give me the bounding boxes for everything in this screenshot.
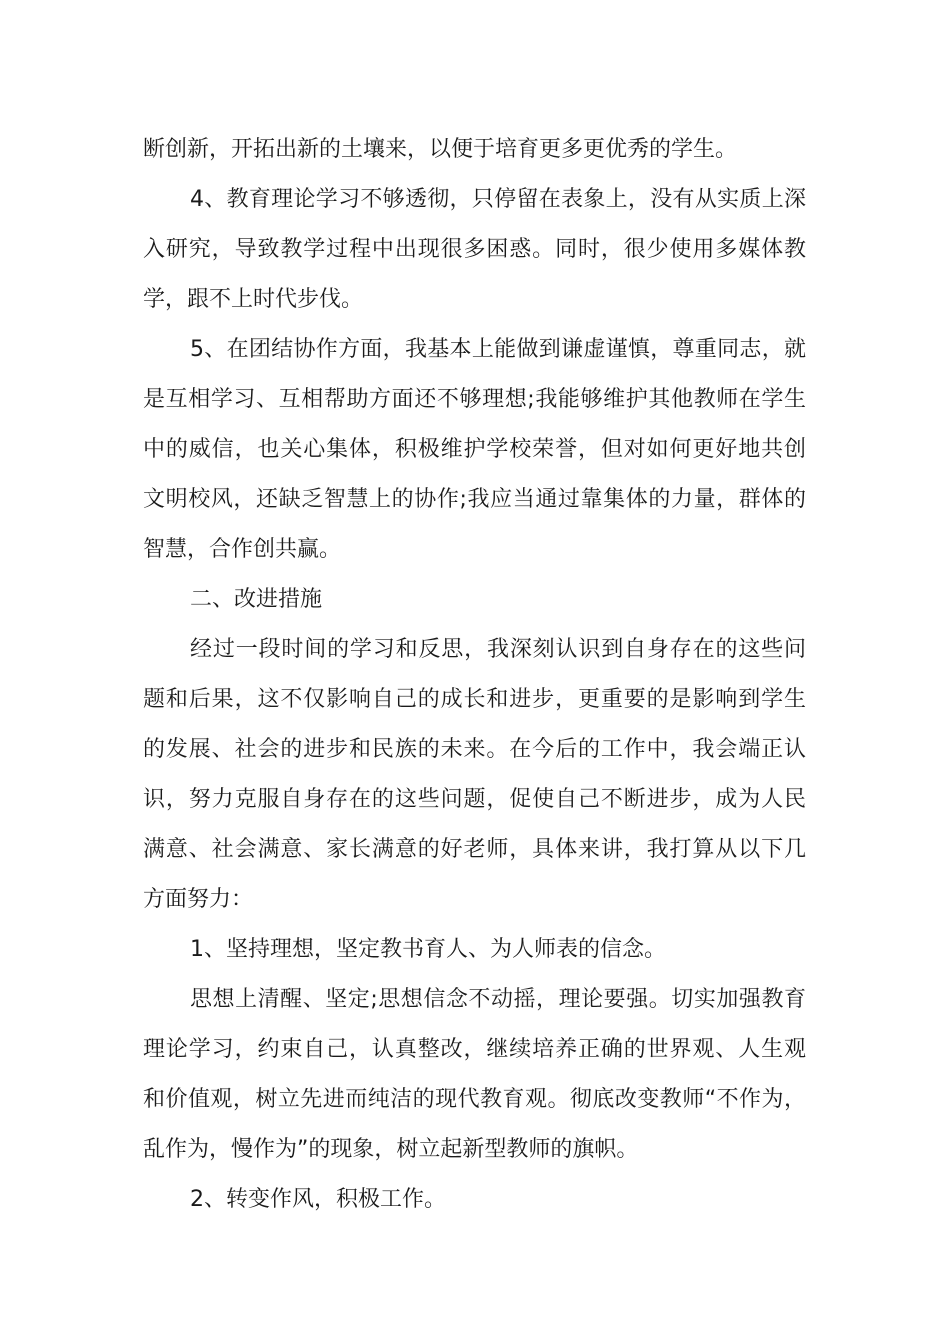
paragraph (143, 625, 806, 925)
text-line: 入研究，导致教学过程中出现很多困惑。同时，很少使用多媒体教 (143, 237, 806, 262)
text-line: 智慧，合作创共赢。 (143, 537, 342, 562)
section-heading (143, 575, 806, 625)
text-line: 题和后果，这不仅影响自己的成长和进步，更重要的是影响到学生 (143, 687, 806, 712)
text-line: 4、教育理论学习不够透彻，只停留在表象上，没有从实质上深 (190, 187, 806, 212)
text-line: 思想上清醒、坚定;思想信念不动摇，理论要强。切实加强教育 (190, 987, 806, 1012)
text-line: 5、在团结协作方面，我基本上能做到谦虚谨慎，尊重同志，就 (190, 337, 806, 362)
text-line: 方面努力： (143, 887, 254, 912)
text-line: 是互相学习、互相帮助方面还不够理想;我能够维护其他教师在学生 (143, 387, 806, 412)
numbered-point-text: 1、坚持理想，坚定教书育人、为人师表的信念。 (190, 937, 666, 962)
text-line: 乱作为，慢作为”的现象，树立起新型教师的旗帜。 (143, 1137, 639, 1162)
numbered-point (143, 925, 806, 975)
text-line: 经过一段时间的学习和反思，我深刻认识到自身存在的这些问 (190, 637, 806, 662)
text-line: 满意、社会满意、家长满意的好老师，具体来讲，我打算从以下几 (143, 837, 806, 862)
paragraph (143, 975, 806, 1175)
text-line: 中的威信，也关心集体，积极维护学校荣誉，但对如何更好地共创 (143, 437, 806, 462)
text-line: 的发展、社会的进步和民族的未来。在今后的工作中，我会端正认 (143, 737, 806, 762)
paragraph (143, 325, 806, 575)
paragraph (143, 175, 806, 325)
numbered-point (143, 1175, 806, 1225)
text-line: 断创新，开拓出新的土壤来，以便于培育更多更优秀的学生。 (143, 137, 738, 162)
document-body (143, 125, 806, 1225)
text-line: 和价值观，树立先进而纯洁的现代教育观。彻底改变教师“不作为， (143, 1087, 806, 1112)
text-line: 理论学习，约束自己，认真整改，继续培养正确的世界观、人生观 (143, 1037, 806, 1062)
section-heading-text: 二、改进措施 (190, 587, 323, 612)
text-line: 学，跟不上时代步伐。 (143, 287, 364, 312)
numbered-point-text: 2、转变作风，积极工作。 (190, 1187, 446, 1212)
text-line: 文明校风，还缺乏智慧上的协作;我应当通过靠集体的力量，群体的 (143, 487, 806, 512)
text-line: 识，努力克服自身存在的这些问题，促使自己不断进步，成为人民 (143, 787, 806, 812)
paragraph (143, 125, 806, 175)
